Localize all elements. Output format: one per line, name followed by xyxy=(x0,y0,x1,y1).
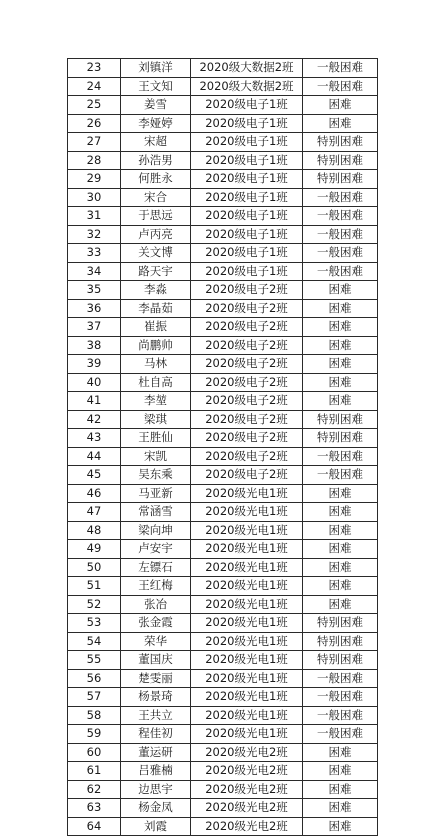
student-name-cell: 程佳初 xyxy=(121,725,191,744)
difficulty-level-cell: 一般困难 xyxy=(303,706,378,725)
table-row xyxy=(68,669,378,688)
row-number-cell: 44 xyxy=(68,447,121,466)
row-number-cell: 58 xyxy=(68,706,121,725)
row-number-cell: 54 xyxy=(68,632,121,651)
class-name-cell: 2020级光电2班 xyxy=(191,799,303,818)
table-row xyxy=(68,558,378,577)
difficulty-level-cell: 困难 xyxy=(303,96,378,115)
student-name-cell: 尚鹏帅 xyxy=(121,336,191,355)
table-row xyxy=(68,447,378,466)
table-row xyxy=(68,299,378,318)
table-row xyxy=(68,133,378,152)
table-row xyxy=(68,429,378,448)
student-name-cell: 宋超 xyxy=(121,133,191,152)
class-name-cell: 2020级电子2班 xyxy=(191,318,303,337)
student-name-cell: 王红梅 xyxy=(121,577,191,596)
table-row xyxy=(68,503,378,522)
row-number-cell: 47 xyxy=(68,503,121,522)
student-name-cell: 路天宇 xyxy=(121,262,191,281)
difficulty-level-cell: 特别困难 xyxy=(303,170,378,189)
class-name-cell: 2020级电子2班 xyxy=(191,373,303,392)
class-name-cell: 2020级电子2班 xyxy=(191,392,303,411)
class-name-cell: 2020级电子1班 xyxy=(191,151,303,170)
difficulty-level-cell: 一般困难 xyxy=(303,669,378,688)
student-name-cell: 刘霞 xyxy=(121,817,191,836)
class-name-cell: 2020级电子2班 xyxy=(191,355,303,374)
difficulty-level-cell: 困难 xyxy=(303,318,378,337)
row-number-cell: 57 xyxy=(68,688,121,707)
student-name-cell: 吴东乘 xyxy=(121,466,191,485)
difficulty-level-cell: 一般困难 xyxy=(303,725,378,744)
table-row xyxy=(68,114,378,133)
class-name-cell: 2020级电子1班 xyxy=(191,96,303,115)
row-number-cell: 41 xyxy=(68,392,121,411)
row-number-cell: 27 xyxy=(68,133,121,152)
class-name-cell: 2020级光电1班 xyxy=(191,614,303,633)
table-row xyxy=(68,410,378,429)
difficulty-level-cell: 困难 xyxy=(303,503,378,522)
table-row xyxy=(68,743,378,762)
student-name-cell: 杨景琦 xyxy=(121,688,191,707)
row-number-cell: 45 xyxy=(68,466,121,485)
row-number-cell: 46 xyxy=(68,484,121,503)
difficulty-level-cell: 困难 xyxy=(303,577,378,596)
difficulty-level-cell: 一般困难 xyxy=(303,244,378,263)
difficulty-level-cell: 特别困难 xyxy=(303,632,378,651)
difficulty-level-cell: 特别困难 xyxy=(303,410,378,429)
difficulty-level-cell: 困难 xyxy=(303,281,378,300)
difficulty-level-cell: 困难 xyxy=(303,484,378,503)
student-name-cell: 李堃 xyxy=(121,392,191,411)
class-name-cell: 2020级电子2班 xyxy=(191,281,303,300)
class-name-cell: 2020级光电1班 xyxy=(191,669,303,688)
table-row xyxy=(68,318,378,337)
student-name-cell: 常涵雪 xyxy=(121,503,191,522)
class-name-cell: 2020级电子1班 xyxy=(191,262,303,281)
difficulty-level-cell: 特别困难 xyxy=(303,614,378,633)
row-number-cell: 43 xyxy=(68,429,121,448)
difficulty-level-cell: 困难 xyxy=(303,780,378,799)
difficulty-level-cell: 一般困难 xyxy=(303,225,378,244)
row-number-cell: 55 xyxy=(68,651,121,670)
class-name-cell: 2020级大数据2班 xyxy=(191,59,303,78)
student-name-cell: 楚雯丽 xyxy=(121,669,191,688)
student-name-cell: 马林 xyxy=(121,355,191,374)
table-row xyxy=(68,577,378,596)
student-name-cell: 姜雪 xyxy=(121,96,191,115)
student-name-cell: 荣华 xyxy=(121,632,191,651)
row-number-cell: 50 xyxy=(68,558,121,577)
student-name-cell: 卢丙亮 xyxy=(121,225,191,244)
row-number-cell: 59 xyxy=(68,725,121,744)
table-row xyxy=(68,151,378,170)
difficulty-level-cell: 一般困难 xyxy=(303,447,378,466)
row-number-cell: 23 xyxy=(68,59,121,78)
student-name-cell: 李淼 xyxy=(121,281,191,300)
difficulty-level-cell: 困难 xyxy=(303,743,378,762)
table-row xyxy=(68,706,378,725)
class-name-cell: 2020级电子2班 xyxy=(191,336,303,355)
class-name-cell: 2020级电子2班 xyxy=(191,299,303,318)
row-number-cell: 26 xyxy=(68,114,121,133)
class-name-cell: 2020级大数据2班 xyxy=(191,77,303,96)
class-name-cell: 2020级电子1班 xyxy=(191,225,303,244)
row-number-cell: 53 xyxy=(68,614,121,633)
class-name-cell: 2020级光电1班 xyxy=(191,632,303,651)
student-name-cell: 崔振 xyxy=(121,318,191,337)
student-name-cell: 杨金凤 xyxy=(121,799,191,818)
student-name-cell: 杜自高 xyxy=(121,373,191,392)
table-row xyxy=(68,780,378,799)
class-name-cell: 2020级光电1班 xyxy=(191,595,303,614)
row-number-cell: 48 xyxy=(68,521,121,540)
difficulty-level-cell: 一般困难 xyxy=(303,77,378,96)
class-name-cell: 2020级光电1班 xyxy=(191,725,303,744)
class-name-cell: 2020级光电2班 xyxy=(191,780,303,799)
table-row xyxy=(68,595,378,614)
table-row xyxy=(68,817,378,836)
class-name-cell: 2020级光电1班 xyxy=(191,577,303,596)
class-name-cell: 2020级电子1班 xyxy=(191,133,303,152)
row-number-cell: 28 xyxy=(68,151,121,170)
difficulty-level-cell: 困难 xyxy=(303,392,378,411)
table-row xyxy=(68,262,378,281)
student-name-cell: 董运研 xyxy=(121,743,191,762)
difficulty-level-cell: 困难 xyxy=(303,373,378,392)
difficulty-level-cell: 特别困难 xyxy=(303,151,378,170)
row-number-cell: 60 xyxy=(68,743,121,762)
table-row xyxy=(68,725,378,744)
class-name-cell: 2020级光电1班 xyxy=(191,540,303,559)
difficulty-level-cell: 一般困难 xyxy=(303,262,378,281)
difficulty-level-cell: 困难 xyxy=(303,114,378,133)
difficulty-level-cell: 困难 xyxy=(303,595,378,614)
student-name-cell: 左镖石 xyxy=(121,558,191,577)
table-row xyxy=(68,392,378,411)
student-name-cell: 王胜仙 xyxy=(121,429,191,448)
table-row xyxy=(68,799,378,818)
row-number-cell: 33 xyxy=(68,244,121,263)
difficulty-level-cell: 特别困难 xyxy=(303,133,378,152)
student-name-cell: 梁向坤 xyxy=(121,521,191,540)
student-name-cell: 董国庆 xyxy=(121,651,191,670)
table-row xyxy=(68,225,378,244)
student-name-cell: 马亚新 xyxy=(121,484,191,503)
row-number-cell: 56 xyxy=(68,669,121,688)
difficulty-level-cell: 一般困难 xyxy=(303,188,378,207)
student-name-cell: 梁琪 xyxy=(121,410,191,429)
table-row xyxy=(68,373,378,392)
class-name-cell: 2020级光电1班 xyxy=(191,651,303,670)
table-row xyxy=(68,207,378,226)
class-name-cell: 2020级电子1班 xyxy=(191,188,303,207)
student-name-cell: 孙浩男 xyxy=(121,151,191,170)
student-table-body xyxy=(68,59,378,836)
class-name-cell: 2020级光电1班 xyxy=(191,503,303,522)
difficulty-level-cell: 困难 xyxy=(303,299,378,318)
table-row xyxy=(68,466,378,485)
row-number-cell: 37 xyxy=(68,318,121,337)
class-name-cell: 2020级电子2班 xyxy=(191,429,303,448)
table-row xyxy=(68,651,378,670)
student-name-cell: 宋合 xyxy=(121,188,191,207)
difficulty-level-cell: 一般困难 xyxy=(303,466,378,485)
row-number-cell: 29 xyxy=(68,170,121,189)
row-number-cell: 51 xyxy=(68,577,121,596)
difficulty-level-cell: 困难 xyxy=(303,355,378,374)
document-page xyxy=(67,58,377,836)
row-number-cell: 25 xyxy=(68,96,121,115)
difficulty-level-cell: 一般困难 xyxy=(303,59,378,78)
table-row xyxy=(68,762,378,781)
class-name-cell: 2020级光电2班 xyxy=(191,817,303,836)
student-name-cell: 张冶 xyxy=(121,595,191,614)
class-name-cell: 2020级电子2班 xyxy=(191,410,303,429)
student-table xyxy=(67,58,378,836)
row-number-cell: 64 xyxy=(68,817,121,836)
student-name-cell: 张金霞 xyxy=(121,614,191,633)
table-row xyxy=(68,521,378,540)
difficulty-level-cell: 困难 xyxy=(303,799,378,818)
row-number-cell: 34 xyxy=(68,262,121,281)
row-number-cell: 32 xyxy=(68,225,121,244)
row-number-cell: 49 xyxy=(68,540,121,559)
row-number-cell: 39 xyxy=(68,355,121,374)
table-row xyxy=(68,614,378,633)
student-name-cell: 李娅婷 xyxy=(121,114,191,133)
class-name-cell: 2020级电子1班 xyxy=(191,207,303,226)
student-name-cell: 何胜永 xyxy=(121,170,191,189)
difficulty-level-cell: 特别困难 xyxy=(303,429,378,448)
student-name-cell: 宋凯 xyxy=(121,447,191,466)
difficulty-level-cell: 困难 xyxy=(303,558,378,577)
table-row xyxy=(68,188,378,207)
row-number-cell: 36 xyxy=(68,299,121,318)
row-number-cell: 31 xyxy=(68,207,121,226)
difficulty-level-cell: 困难 xyxy=(303,521,378,540)
class-name-cell: 2020级光电2班 xyxy=(191,743,303,762)
class-name-cell: 2020级光电1班 xyxy=(191,484,303,503)
row-number-cell: 62 xyxy=(68,780,121,799)
student-name-cell: 李晶茹 xyxy=(121,299,191,318)
student-name-cell: 关文博 xyxy=(121,244,191,263)
class-name-cell: 2020级光电1班 xyxy=(191,558,303,577)
table-row xyxy=(68,540,378,559)
table-row xyxy=(68,355,378,374)
row-number-cell: 24 xyxy=(68,77,121,96)
class-name-cell: 2020级电子1班 xyxy=(191,170,303,189)
difficulty-level-cell: 一般困难 xyxy=(303,688,378,707)
student-name-cell: 王共立 xyxy=(121,706,191,725)
difficulty-level-cell: 一般困难 xyxy=(303,207,378,226)
row-number-cell: 40 xyxy=(68,373,121,392)
row-number-cell: 61 xyxy=(68,762,121,781)
class-name-cell: 2020级电子2班 xyxy=(191,447,303,466)
row-number-cell: 52 xyxy=(68,595,121,614)
table-row xyxy=(68,244,378,263)
class-name-cell: 2020级电子2班 xyxy=(191,466,303,485)
student-name-cell: 王文知 xyxy=(121,77,191,96)
table-row xyxy=(68,59,378,78)
row-number-cell: 35 xyxy=(68,281,121,300)
student-name-cell: 卢安宇 xyxy=(121,540,191,559)
row-number-cell: 30 xyxy=(68,188,121,207)
difficulty-level-cell: 困难 xyxy=(303,336,378,355)
class-name-cell: 2020级光电2班 xyxy=(191,762,303,781)
table-row xyxy=(68,688,378,707)
difficulty-level-cell: 困难 xyxy=(303,817,378,836)
student-name-cell: 边思宇 xyxy=(121,780,191,799)
row-number-cell: 38 xyxy=(68,336,121,355)
row-number-cell: 63 xyxy=(68,799,121,818)
class-name-cell: 2020级光电1班 xyxy=(191,521,303,540)
class-name-cell: 2020级光电1班 xyxy=(191,688,303,707)
class-name-cell: 2020级光电1班 xyxy=(191,706,303,725)
difficulty-level-cell: 特别困难 xyxy=(303,651,378,670)
student-name-cell: 吕雅楠 xyxy=(121,762,191,781)
difficulty-level-cell: 困难 xyxy=(303,762,378,781)
table-row xyxy=(68,336,378,355)
difficulty-level-cell: 困难 xyxy=(303,540,378,559)
class-name-cell: 2020级电子1班 xyxy=(191,114,303,133)
row-number-cell: 42 xyxy=(68,410,121,429)
table-row xyxy=(68,484,378,503)
table-row xyxy=(68,77,378,96)
table-row xyxy=(68,170,378,189)
table-row xyxy=(68,281,378,300)
table-row xyxy=(68,96,378,115)
student-name-cell: 于思远 xyxy=(121,207,191,226)
table-row xyxy=(68,632,378,651)
class-name-cell: 2020级电子1班 xyxy=(191,244,303,263)
student-name-cell: 刘镇洋 xyxy=(121,59,191,78)
